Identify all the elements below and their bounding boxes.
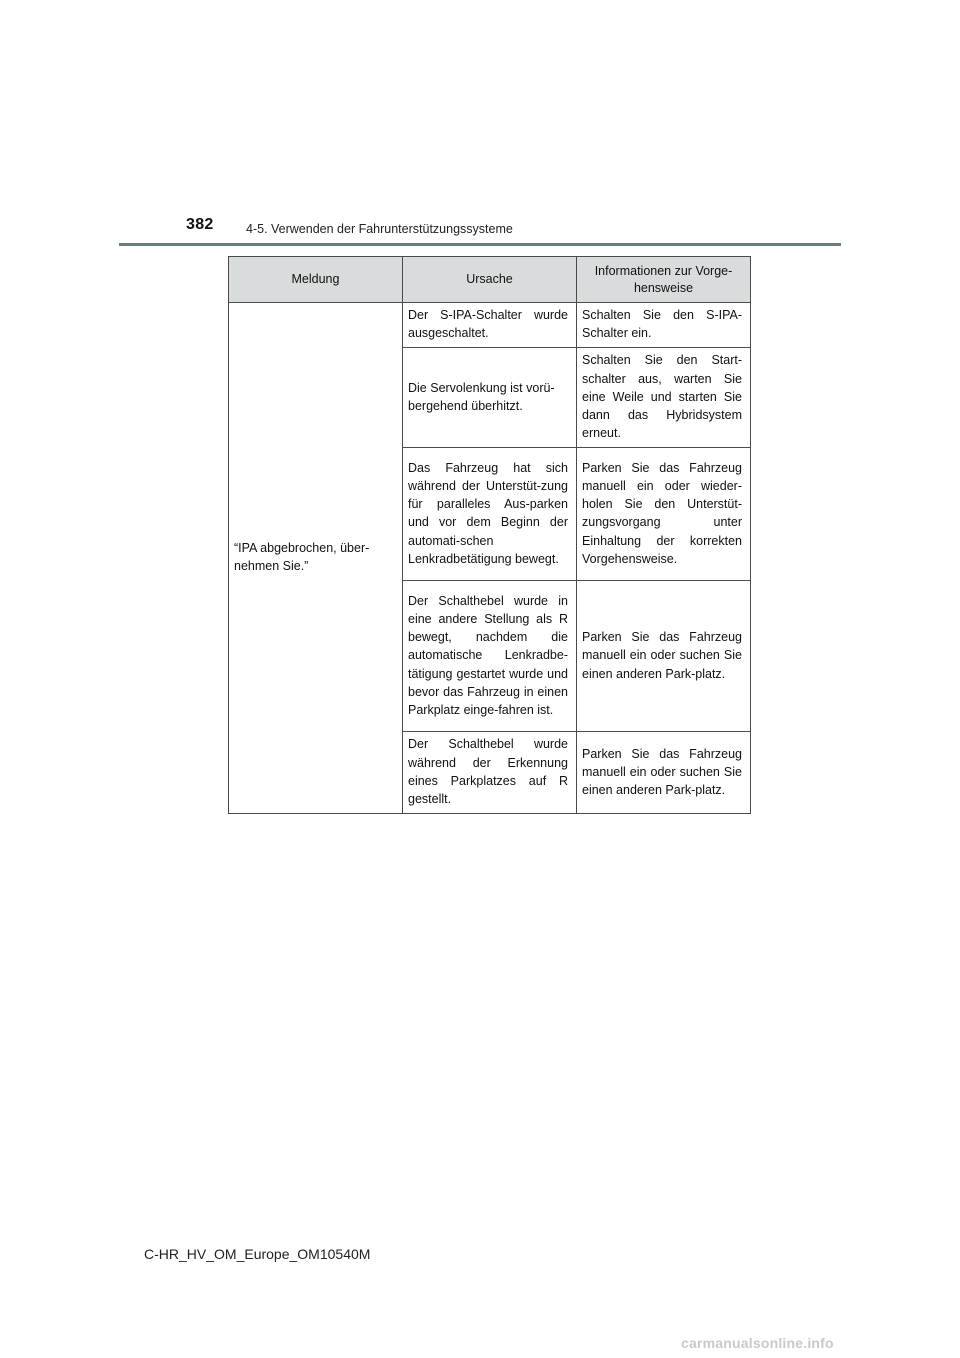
- page-number: 382: [186, 216, 214, 233]
- table-row: [229, 303, 751, 348]
- action-cell: Parken Sie das Fahrzeug manuell ein oder suchen Sie einen anderen Park-platz.: [577, 732, 751, 814]
- header-rule: [119, 243, 841, 246]
- action-cell: Parken Sie das Fahrzeug manuell ein oder wieder-holen Sie den Unterstüt-zungsvorgang unter Einhaltung der korrekten Vorgehensweise.: [577, 448, 751, 581]
- column-header-message: Meldung: [229, 257, 403, 303]
- document-code: C-HR_HV_OM_Europe_OM10540M: [144, 1246, 371, 1262]
- table-header-row: [229, 257, 751, 303]
- cause-cell: Das Fahrzeug hat sich während der Unterstüt-zung für paralleles Aus-parken und vor dem Beginn der automati-schen Lenkradbetätigung bewegt.: [403, 448, 577, 581]
- message-cell: “IPA abgebrochen, über- nehmen Sie.”: [229, 303, 403, 814]
- cause-cell: Der S-IPA-Schalter wurde ausgeschaltet.: [403, 303, 577, 348]
- column-header-action: Informationen zur Vorge- hensweise: [577, 257, 751, 303]
- section-title: 4-5. Verwenden der Fahrunterstützungssysteme: [246, 222, 513, 236]
- column-header-cause: Ursache: [403, 257, 577, 303]
- action-cell: Parken Sie das Fahrzeug manuell ein oder suchen Sie einen anderen Park-platz.: [577, 581, 751, 732]
- action-cell: Schalten Sie den Start-schalter aus, warten Sie eine Weile und starten Sie dann das Hybridsystem erneut.: [577, 348, 751, 448]
- watermark: carmanualsonline.info: [681, 1335, 834, 1351]
- cause-cell: Der Schalthebel wurde in eine andere Stellung als R bewegt, nachdem die automatische Lenkradbe-tätigung gestartet wurde und bevor das Fahrzeug in einen Parkplatz einge-fahren ist.: [403, 581, 577, 732]
- cause-cell: Der Schalthebel wurde während der Erkennung eines Parkplatzes auf R gestellt.: [403, 732, 577, 814]
- cause-cell: Die Servolenkung ist vorü- bergehend überhitzt.: [403, 348, 577, 448]
- warning-message-table: [228, 256, 751, 814]
- action-cell: Schalten Sie den S-IPA-Schalter ein.: [577, 303, 751, 348]
